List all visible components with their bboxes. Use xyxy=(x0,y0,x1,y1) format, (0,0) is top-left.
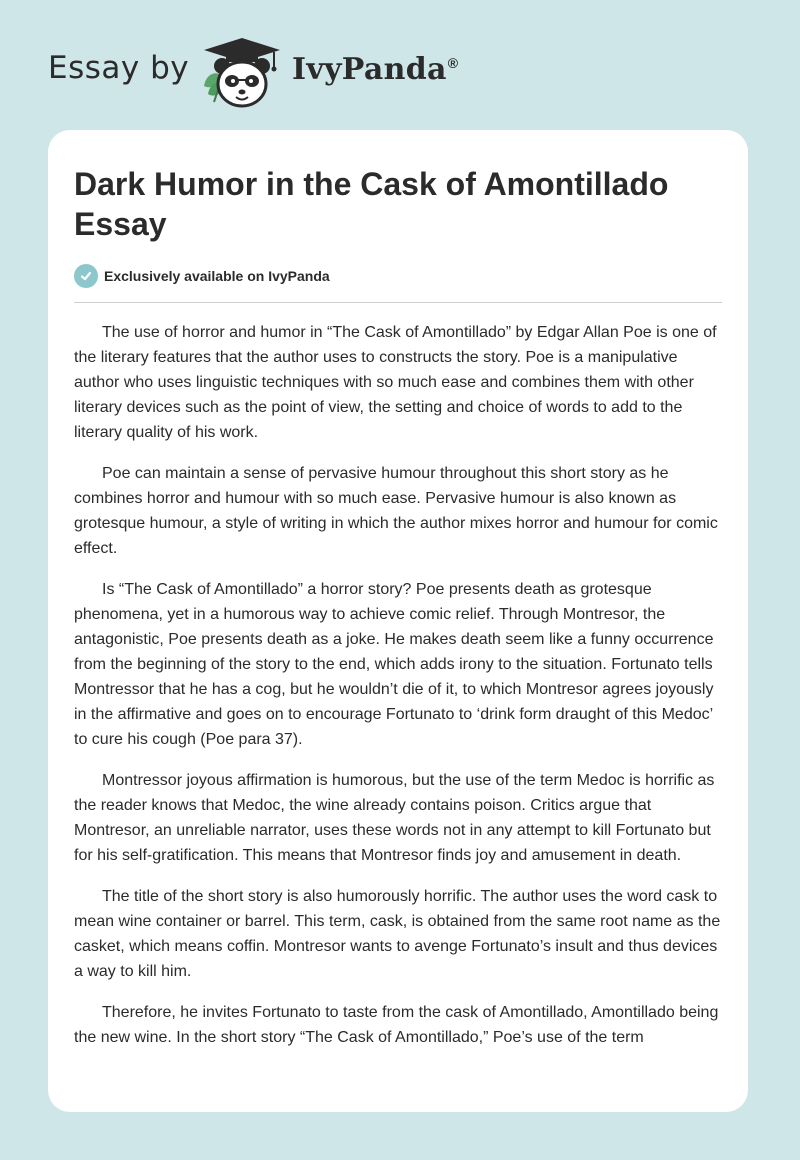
essay-body xyxy=(74,320,724,1066)
site-header xyxy=(0,0,800,130)
page-title: Dark Humor in the Cask of Amontillado Essay xyxy=(74,166,669,242)
paragraph: Montressor joyous affirmation is humorous, but the use of the term Medoc is horrific as the reader knows that Medoc, the wine already contains poison. Critics argue that Montresor, an unreliable narrator, uses these words not in any attempt to kill Fortunato but for his self-gratification. This means that Montresor finds joy and amusement in death. xyxy=(74,772,715,864)
brand-logo[interactable]: IvyPanda® xyxy=(292,52,459,87)
essay-card xyxy=(48,130,748,1112)
exclusive-badge xyxy=(74,264,330,288)
panda-graduate-icon[interactable] xyxy=(200,36,284,110)
check-circle-icon xyxy=(74,264,98,288)
badge-label: Exclusively available on IvyPanda xyxy=(104,268,330,284)
paragraph: The title of the short story is also humorously horrific. The author uses the word cask to mean wine container or barrel. This term, cask, is obtained from the same root name as the casket, which means coffin. Montresor wants to avenge Fortunato’s insult and thus devices a way to kill him. xyxy=(74,888,721,980)
essay-by-label: Essay by xyxy=(48,50,190,86)
divider xyxy=(74,302,722,303)
paragraph: Is “The Cask of Amontillado” a horror story? Poe presents death as grotesque phenomena, yet in a humorous way to achieve comic relief. Through Montresor, the antagonistic, Poe presents death as a joke. He makes death seem like a funny occurrence from the beginning of the story to the end, which adds irony to the situation. Fortunato tells Montressor that he has a cog, but he wouldn’t die of it, to which Montresor agrees joyously in the affirmative and goes on to encourage Fortunato to ‘drink form draught of this Medoc’ to cure his cough (Poe para 37). xyxy=(74,581,714,748)
paragraph: The use of horror and humor in “The Cask of Amontillado” by Edgar Allan Poe is one of the literary features that the author uses to constructs the story. Poe is a manipulative author who uses linguistic techniques with so much ease and combines them with other literary devices such as the point of view, the setting and choice of words to add to the literary quality of his work. xyxy=(74,324,717,441)
paragraph: Poe can maintain a sense of pervasive humour throughout this short story as he combines horror and humour with so much ease. Pervasive humour is also known as grotesque humour, a style of writing in which the author mixes horror and humour for comic effect. xyxy=(74,465,718,557)
paragraph: Therefore, he invites Fortunato to taste from the cask of Amontillado, Amontillado being the new wine. In the short story “The Cask of Amontillado,” Poe’s use of the term xyxy=(74,1004,719,1046)
